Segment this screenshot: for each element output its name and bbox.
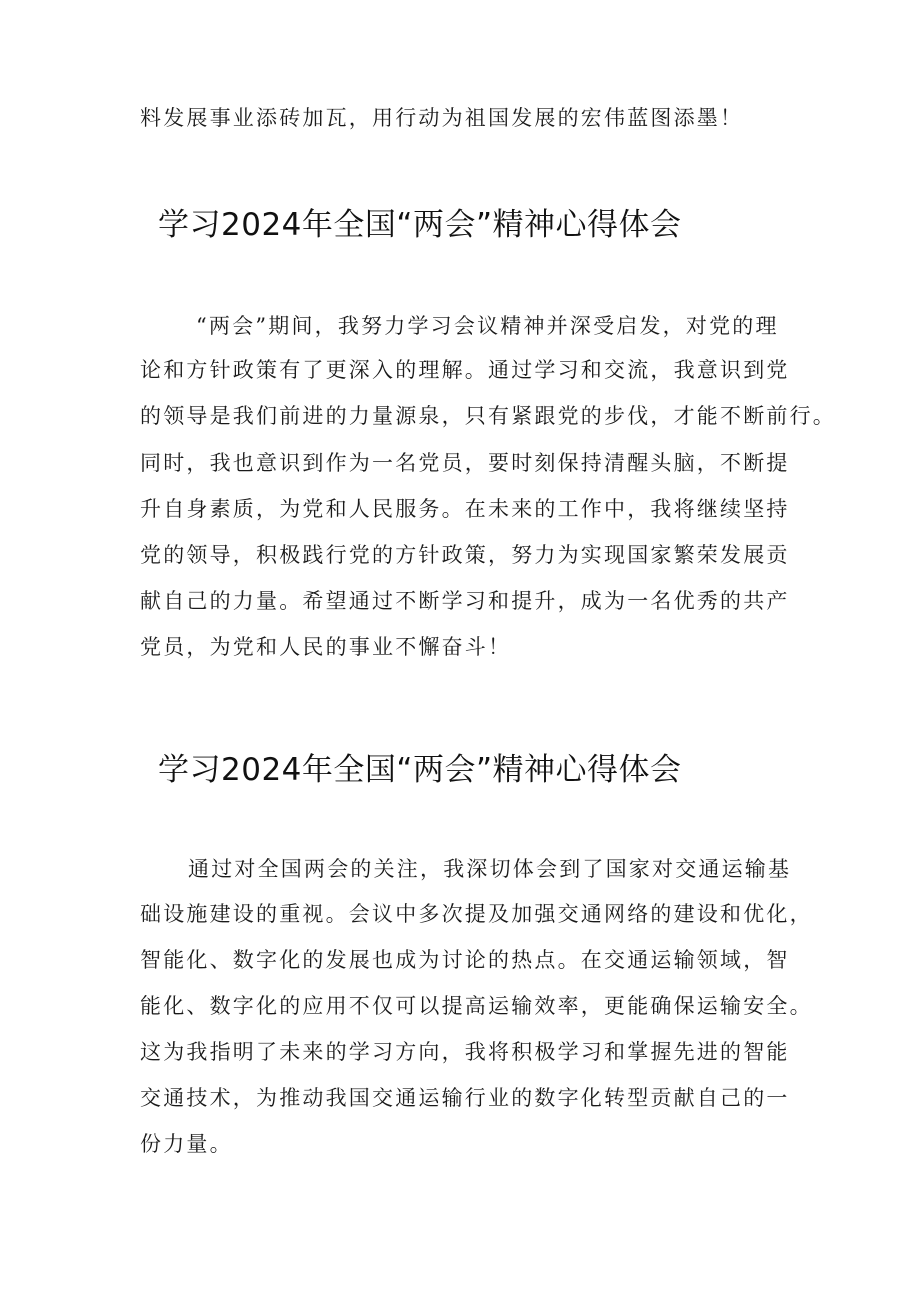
paragraph-line: 份力量。 [140,1132,233,1156]
paragraph-line: 智能化、数字化的发展也成为讨论的热点。在交通运输领域，智 [140,948,790,972]
paragraph-line: 论和方针政策有了更深入的理解。通过学习和交流，我意识到党 [140,358,790,382]
paragraph-line: 础设施建设的重视。会议中多次提及加强交通网络的建设和优化， [140,902,813,926]
paragraph-line: 的领导是我们前进的力量源泉，只有紧跟党的步伐，才能不断前行。 [140,404,836,428]
paragraph-line: 交通技术，为推动我国交通运输行业的数字化转型贡献自己的一 [140,1086,790,1110]
paragraph-line: 这为我指明了未来的学习方向，我将积极学习和掌握先进的智能 [140,1040,790,1064]
paragraph-line: 升自身素质，为党和人民服务。在未来的工作中，我将继续坚持 [140,497,790,521]
paragraph-line: 能化、数字化的应用不仅可以提高运输效率，更能确保运输安全。 [140,994,813,1018]
paragraph-line: 同时，我也意识到作为一名党员，要时刻保持清醒头脑，不断提 [140,451,790,475]
intro-line: 料发展事业添砖加瓦，用行动为祖国发展的宏伟蓝图添墨！ [140,106,744,130]
paragraph-line: 通过对全国两会的关注，我深切体会到了国家对交通运输基 [188,857,792,881]
paragraph-line: 党的领导，积极践行党的方针政策，努力为实现国家繁荣发展贡 [140,543,790,567]
section-title: 学习2024年全国“两会”精神心得体会 [158,752,682,788]
paragraph-line: 党员，为党和人民的事业不懈奋斗！ [140,635,512,659]
paragraph-line: “两会”期间，我努力学习会议精神并深受启发，对党的理 [196,314,779,338]
paragraph-line: 献自己的力量。希望通过不断学习和提升，成为一名优秀的共产 [140,589,790,613]
section-title: 学习2024年全国“两会”精神心得体会 [158,207,682,243]
